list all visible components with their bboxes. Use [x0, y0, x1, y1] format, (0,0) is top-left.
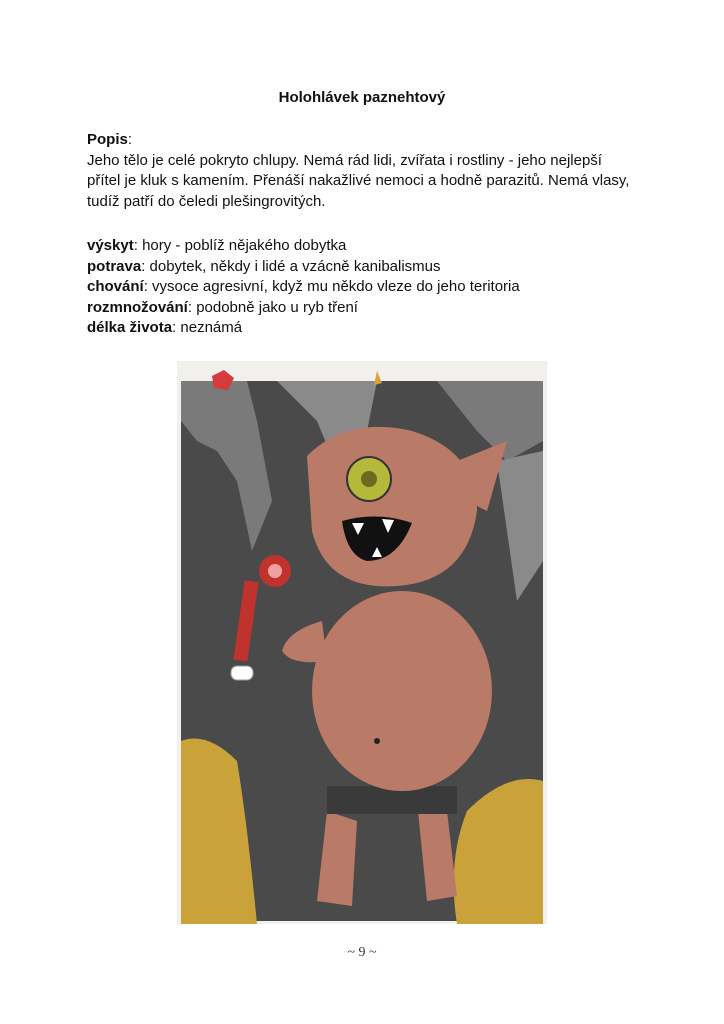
- page-title: Holohlávek paznehtový: [278, 89, 446, 106]
- fact-label: potrava: [87, 257, 142, 275]
- fact-behavior: chování: vysoce agresivní, když mu někdo vleze do jeho teritoria: [87, 278, 520, 295]
- fact-label: rozmnožování: [87, 298, 188, 316]
- fact-label: výskyt: [87, 237, 134, 254]
- description-line: tudíž patří do čeledi plešingrovitých.: [87, 192, 326, 210]
- fact-reproduction: rozmnožování: podobně jako u ryb tření: [87, 298, 358, 316]
- description-line: přítel je kluk s kamením. Přenáší nakažlivé nemoci a hodně parazitů. Nemá vlasy,: [87, 172, 630, 189]
- creature-body: [312, 591, 492, 791]
- fact-lifespan: délka života: neznámá: [87, 319, 243, 336]
- fact-occurrence: výskyt: hory - poblíž nějakého dobytka: [87, 237, 347, 254]
- fact-value: vysoce agresivní, když mu někdo vleze do jeho teritoria: [152, 278, 520, 295]
- fact-food: potrava: dobytek, někdy i lidé a vzácně kanibalismus: [87, 257, 441, 275]
- fact-label: chování: [87, 278, 144, 295]
- description-line: Jeho tělo je celé pokryto chlupy. Nemá rád lidi, zvířata i rostliny - jeho nejlepší: [87, 151, 602, 169]
- description-heading: Popis: [87, 131, 128, 148]
- fact-value: dobytek, někdy i lidé a vzácně kanibalismus: [149, 257, 441, 275]
- facts-list: [87, 236, 647, 339]
- creature-drawing: [177, 361, 547, 924]
- fact-value: podobně jako u ryb tření: [196, 298, 358, 316]
- fact-value: hory - poblíž nějakého dobytka: [142, 237, 347, 254]
- description-heading-line: Popis:: [87, 131, 133, 148]
- fact-value: neznámá: [180, 319, 243, 336]
- description-section: [87, 130, 647, 212]
- page-number: ~ 9 ~: [347, 945, 377, 960]
- fact-label: délka života: [87, 319, 173, 336]
